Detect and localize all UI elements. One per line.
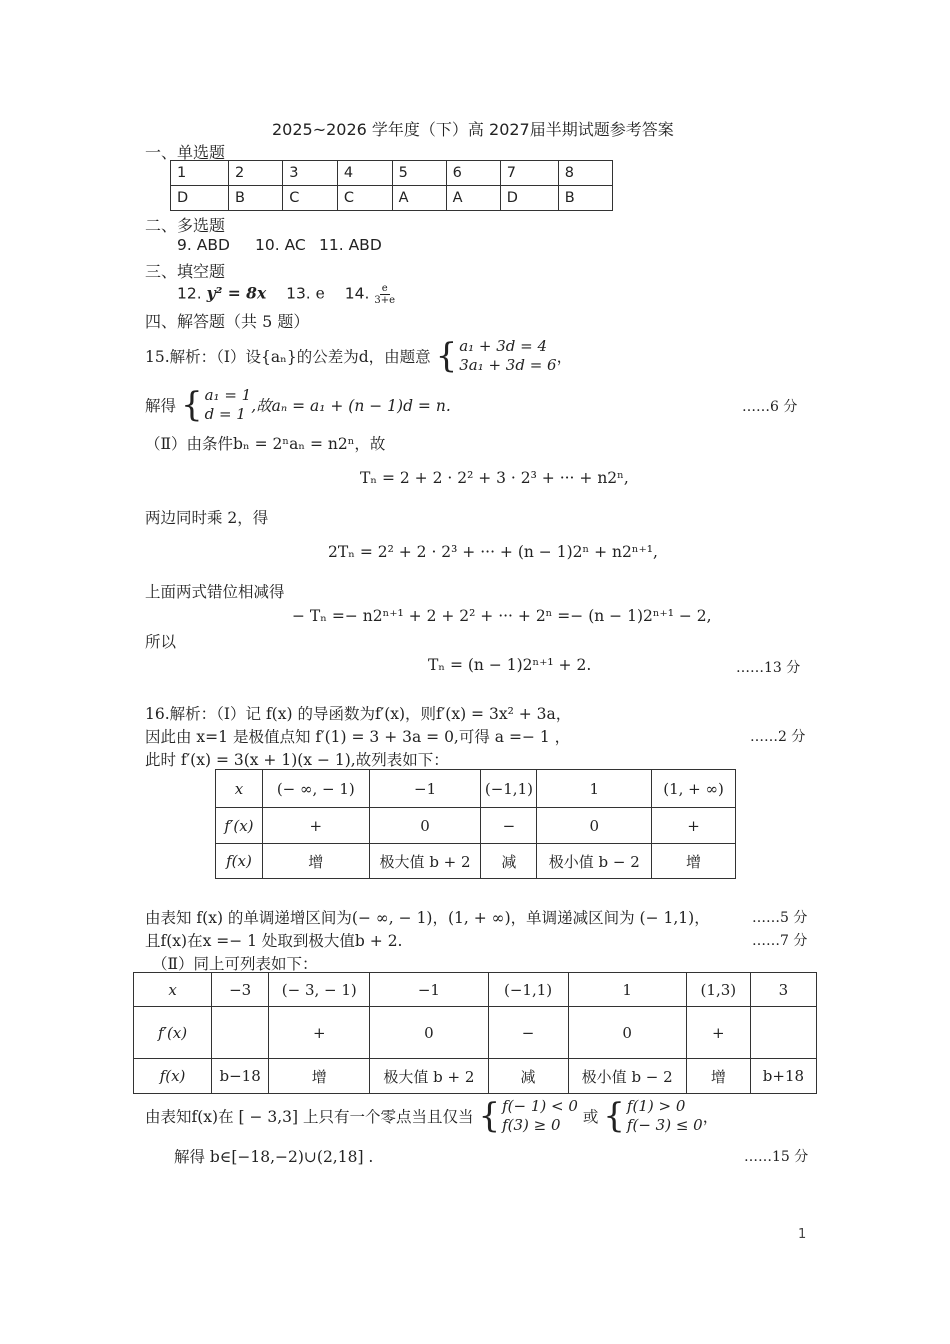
single-choice-table: [170, 160, 613, 211]
multi-answer: 11. ABD: [319, 236, 382, 254]
equation: a₁ + 3d = 4: [459, 337, 548, 355]
q16-line6: （Ⅱ）同上可列表如下：: [152, 955, 318, 973]
table-cell: −: [488, 1007, 568, 1059]
table-cell: +: [269, 1007, 370, 1059]
q14-label: 14.: [344, 284, 370, 303]
table-row: [216, 808, 736, 844]
table-cell: f(x): [216, 844, 263, 879]
q16-line5: 且f(x)在x =− 1 处取到极大值b + 2.: [145, 932, 403, 950]
derivative-table-2: [133, 972, 817, 1094]
equation: 2Tₙ = 2² + 2 · 2³ + ··· + (n − 1)2ⁿ + n2ⁿ⁺¹,: [328, 543, 658, 561]
page-number: 1: [798, 1227, 807, 1242]
equation: Tₙ = 2 + 2 · 2² + 3 · 2³ + ··· + n2ⁿ,: [360, 469, 629, 487]
q16-line7: [145, 1097, 718, 1135]
table-cell: 1: [171, 161, 229, 186]
equation: Tₙ = (n − 1)2ⁿ⁺¹ + 2.: [428, 656, 592, 674]
q15-part2: （Ⅱ）由条件bₙ = 2ⁿaₙ = n2ⁿ，故: [145, 435, 386, 453]
q16-line1: 16.解析：（Ⅰ）记 f(x) 的导函数为f′(x)，则f′(x) = 3x² + 3a，: [145, 705, 572, 723]
table-cell: 0: [568, 1007, 686, 1059]
score-label: ……15 分: [744, 1149, 809, 1165]
or-text: 或: [582, 1107, 599, 1126]
q12-answer: y² = 8x: [206, 283, 267, 303]
multi-answer: 9. ABD: [177, 236, 230, 254]
multi-answer: 10. AC: [255, 236, 306, 254]
q15-system-2: { a₁ = 1 d = 1: [180, 384, 252, 425]
table-cell: f(x): [134, 1059, 212, 1094]
q13-label: 13.: [286, 284, 311, 303]
table-cell: +: [652, 808, 736, 844]
table-cell: B: [229, 186, 283, 211]
table-cell: 3: [750, 973, 816, 1007]
table-cell: 5: [392, 161, 446, 186]
table-cell: b+18: [750, 1059, 816, 1094]
solve-label: 解得: [145, 396, 177, 415]
table-cell: 3: [283, 161, 338, 186]
table-cell: 减: [488, 1059, 568, 1094]
table-row: [171, 186, 613, 211]
table-cell: f′(x): [216, 808, 263, 844]
table-cell: B: [558, 186, 612, 211]
table-cell: (− ∞, − 1): [262, 770, 369, 808]
table-cell: 1: [568, 973, 686, 1007]
table-cell: 7: [500, 161, 558, 186]
q15-system-1: { a₁ + 3d = 4 3a₁ + 3d = 6: [435, 335, 557, 376]
table-row: [134, 1007, 817, 1059]
inequality: f(− 3) ≤ 0: [626, 1115, 703, 1134]
table-cell: (−1,1): [481, 770, 537, 808]
table-cell: x: [216, 770, 263, 808]
q15-so: 所以: [145, 633, 177, 651]
table-cell: 极大值 b + 2: [369, 844, 481, 879]
q16-line4: 由表知 f(x) 的单调递增区间为(− ∞, − 1)，(1, + ∞)，单调递减区间为 (− 1,1)，: [145, 909, 710, 927]
table-cell: 8: [558, 161, 612, 186]
equation: a₁ = 1: [204, 386, 252, 404]
punct: ，: [702, 1107, 719, 1126]
q14-fraction: [374, 283, 395, 306]
table-cell: 减: [481, 844, 537, 879]
table-cell: 增: [262, 844, 369, 879]
table-cell: 0: [537, 808, 652, 844]
solve-rest: ,故aₙ = a₁ + (n − 1)d = n.: [251, 396, 451, 415]
inequality: f(3) ≥ 0: [502, 1115, 561, 1134]
section-single-choice: 一、单选题: [145, 143, 226, 162]
table-cell: 极小值 b − 2: [537, 844, 652, 879]
section-solutions: 四、解答题（共 5 题）: [145, 312, 310, 331]
table-row: [216, 770, 736, 808]
score-label: ……7 分: [752, 933, 808, 949]
table-cell: −1: [369, 770, 481, 808]
page-title: 2025~2026 学年度（下）高 2027届半期试题参考答案: [272, 120, 674, 139]
score-label: ……13 分: [736, 660, 801, 676]
q16-line2: 因此由 x=1 是极值点知 f′(1) = 3 + 3a = 0,可得 a =− 1 ，: [145, 728, 571, 746]
table-cell: −: [481, 808, 537, 844]
table-cell: 0: [370, 1007, 488, 1059]
inequality: f(1) > 0: [626, 1097, 686, 1115]
table-cell: +: [686, 1007, 750, 1059]
fill-answers: [177, 283, 395, 306]
table-cell: (− 3, − 1): [269, 973, 370, 1007]
q15-solve: [145, 386, 451, 424]
equation: 3a₁ + 3d = 6: [459, 355, 557, 374]
section-multi-choice: 二、多选题: [145, 216, 226, 235]
equation: − Tₙ =− n2ⁿ⁺¹ + 2 + 2² + ··· + 2ⁿ =− (n − 1)2ⁿ⁺¹ − 2,: [292, 607, 712, 625]
table-cell: [750, 1007, 816, 1059]
q15-intro: [145, 337, 572, 375]
table-cell: D: [171, 186, 229, 211]
q13-answer: e: [315, 284, 325, 303]
table-cell: 0: [369, 808, 481, 844]
table-cell: 2: [229, 161, 283, 186]
table-cell: D: [500, 186, 558, 211]
q15-subtract: 上面两式错位相减得: [145, 583, 285, 601]
q16-line8: 解得 b∈[−18,−2)∪(2,18] .: [174, 1148, 374, 1166]
punct: ，: [556, 347, 573, 366]
table-cell: +: [262, 808, 369, 844]
table-cell: [212, 1007, 269, 1059]
q15-multiply: 两边同时乘 2，得: [145, 509, 269, 527]
score-label: ……2 分: [750, 729, 806, 745]
q15-intro-text: 15.解析：（Ⅰ）设{aₙ}的公差为d，由题意: [145, 347, 431, 366]
condition-system-2: { f(1) > 0 f(− 3) ≤ 0: [603, 1095, 703, 1136]
table-cell: A: [446, 186, 500, 211]
table-cell: (1,3): [686, 973, 750, 1007]
score-label: ……6 分: [742, 399, 798, 415]
table-row: [134, 973, 817, 1007]
q16-line7-text: 由表知f(x)在 [ − 3,3] 上只有一个零点当且仅当: [145, 1107, 474, 1126]
table-row: [171, 161, 613, 186]
table-cell: (1, + ∞): [652, 770, 736, 808]
table-cell: −3: [212, 973, 269, 1007]
table-cell: C: [337, 186, 392, 211]
table-row: [134, 1059, 817, 1094]
table-cell: b−18: [212, 1059, 269, 1094]
table-cell: 4: [337, 161, 392, 186]
section-fill-blank: 三、填空题: [145, 262, 226, 281]
table-cell: 极小值 b − 2: [568, 1059, 686, 1094]
q16-line3: 此时 f′(x) = 3(x + 1)(x − 1),故列表如下：: [145, 751, 449, 769]
condition-system-1: { f(− 1) < 0 f(3) ≥ 0: [478, 1095, 578, 1136]
q12-label: 12.: [177, 284, 202, 303]
q14-denominator: 3+e: [374, 295, 395, 306]
table-cell: (−1,1): [488, 973, 568, 1007]
derivative-table-1: [215, 769, 736, 879]
table-cell: 极大值 b + 2: [370, 1059, 488, 1094]
inequality: f(− 1) < 0: [502, 1097, 578, 1115]
table-cell: C: [283, 186, 338, 211]
table-cell: 6: [446, 161, 500, 186]
table-row: [216, 844, 736, 879]
table-cell: −1: [370, 973, 488, 1007]
q14-numerator: e: [381, 283, 388, 294]
equation: d = 1: [204, 404, 246, 423]
table-cell: 增: [652, 844, 736, 879]
score-label: ……5 分: [752, 910, 808, 926]
table-cell: 增: [269, 1059, 370, 1094]
table-cell: A: [392, 186, 446, 211]
table-cell: x: [134, 973, 212, 1007]
table-cell: 1: [537, 770, 652, 808]
table-cell: f′(x): [134, 1007, 212, 1059]
table-cell: 增: [686, 1059, 750, 1094]
